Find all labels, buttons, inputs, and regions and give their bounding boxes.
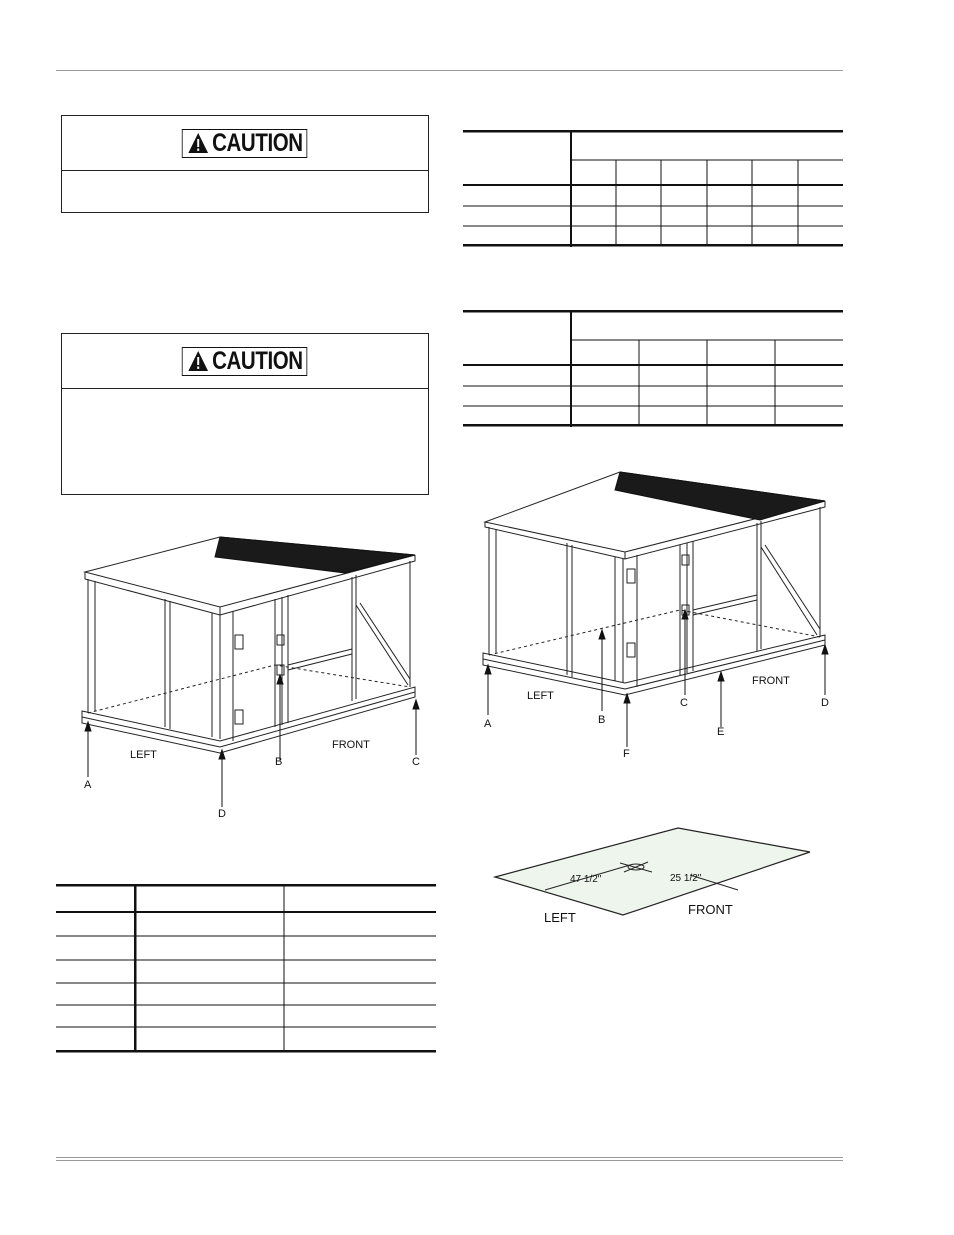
caution-label bbox=[182, 347, 308, 376]
label-left: LEFT bbox=[130, 749, 157, 761]
label-d: D bbox=[821, 697, 829, 709]
caution-box-1 bbox=[61, 115, 429, 213]
label-f: F bbox=[623, 748, 630, 760]
label-a: A bbox=[484, 718, 492, 730]
header-rule bbox=[56, 70, 843, 71]
table-1 bbox=[463, 130, 845, 250]
caution-text: CAUTION bbox=[212, 128, 303, 157]
caution-text: CAUTION bbox=[212, 346, 303, 375]
label-front: FRONT bbox=[332, 739, 370, 751]
label-c: C bbox=[680, 697, 688, 709]
dim-front: 25 1/2" bbox=[670, 873, 702, 884]
unit-figure-right bbox=[475, 465, 835, 765]
label-left: LEFT bbox=[544, 910, 576, 925]
label-d: D bbox=[218, 808, 226, 820]
footer-rule bbox=[56, 1157, 843, 1161]
label-front: FRONT bbox=[752, 675, 790, 687]
caution-box-2 bbox=[61, 333, 429, 495]
label-e: E bbox=[717, 726, 725, 738]
table-3 bbox=[56, 884, 438, 1056]
label-left: LEFT bbox=[527, 690, 554, 702]
warning-triangle-icon bbox=[188, 350, 209, 372]
table-2 bbox=[463, 310, 845, 430]
dim-left: 47 1/2" bbox=[570, 874, 602, 885]
caution-header bbox=[62, 334, 428, 389]
label-b: B bbox=[275, 756, 283, 768]
caution-header bbox=[62, 116, 428, 171]
unit-figure-left bbox=[70, 515, 440, 825]
warning-triangle-icon bbox=[188, 132, 209, 154]
label-b: B bbox=[598, 714, 606, 726]
label-a: A bbox=[84, 779, 92, 791]
label-c: C bbox=[412, 756, 420, 768]
caution-label bbox=[182, 129, 308, 158]
label-front: FRONT bbox=[688, 902, 733, 917]
center-of-gravity-figure bbox=[490, 825, 815, 930]
